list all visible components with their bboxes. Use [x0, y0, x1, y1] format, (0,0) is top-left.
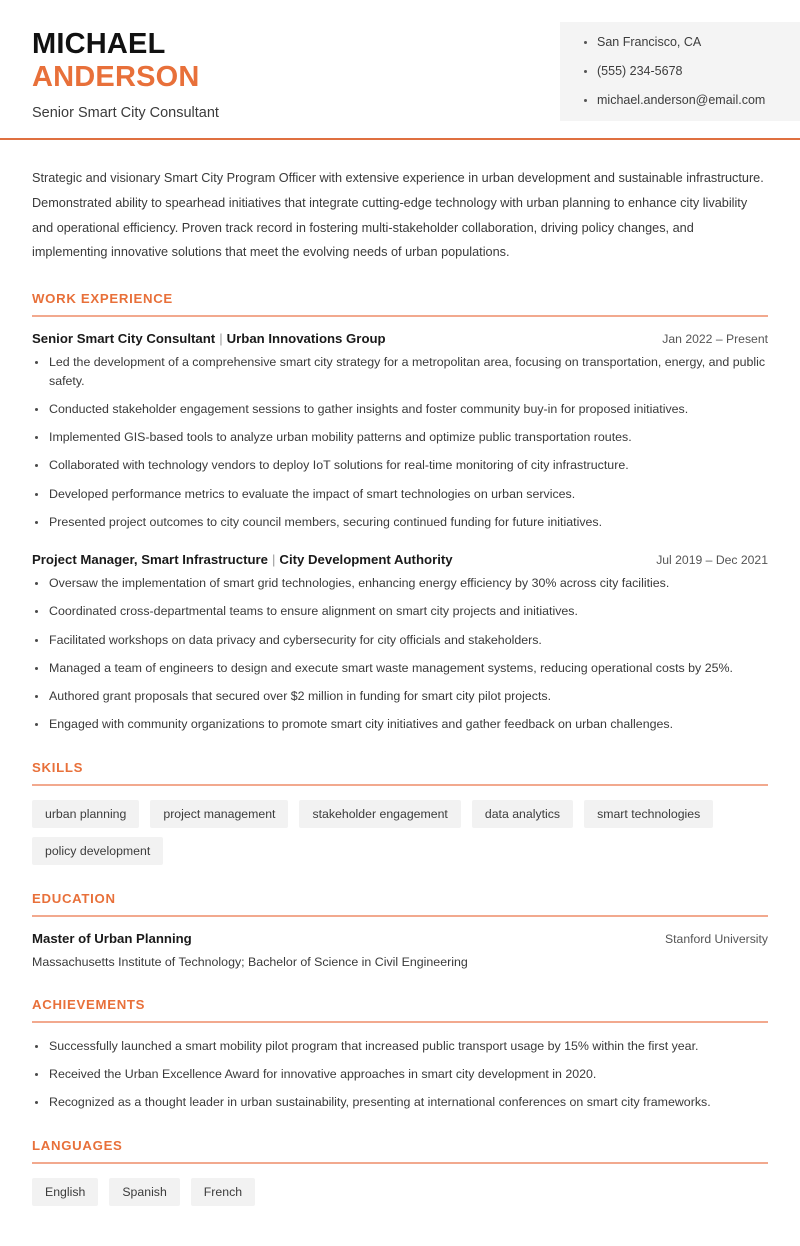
- experience-separator: |: [271, 552, 276, 568]
- experience-entry-header: [32, 552, 768, 567]
- section-work-experience: [32, 291, 768, 734]
- bullet-item: Oversaw the implementation of smart grid technologies, enhancing energy efficiency by 30% across city facilities.: [32, 574, 768, 593]
- section-skills: [32, 760, 768, 865]
- section-rule: [32, 1021, 768, 1023]
- section-education: [32, 891, 768, 971]
- language-chip: English: [32, 1178, 98, 1206]
- section-title-education: EDUCATION: [32, 891, 116, 907]
- education-degree: Master of Urban Planning: [32, 930, 192, 946]
- skill-chip: project management: [150, 800, 288, 828]
- skill-chip: data analytics: [472, 800, 573, 828]
- experience-entry: [32, 552, 768, 734]
- bullet-item: Conducted stakeholder engagement sessions to gather insights and foster community buy-in for proposed initiatives.: [32, 400, 768, 419]
- bullet-item: Collaborated with technology vendors to deploy IoT solutions for real-time monitoring of city infrastructure.: [32, 456, 768, 475]
- skill-chip: stakeholder engagement: [299, 800, 460, 828]
- bullet-item: Engaged with community organizations to promote smart city initiatives and gather feedback on urban challenges.: [32, 715, 768, 734]
- language-chip: Spanish: [109, 1178, 179, 1206]
- skills-chip-list: [32, 800, 768, 865]
- section-rule: [32, 915, 768, 917]
- experience-entry-heading: [32, 331, 386, 346]
- experience-entry-header: [32, 331, 768, 346]
- bullet-item: Implemented GIS-based tools to analyze urban mobility patterns and optimize public transportation routes.: [32, 428, 768, 447]
- experience-company: Urban Innovations Group: [226, 330, 386, 346]
- bullet-item: Managed a team of engineers to design and execute smart waste management systems, reducing operational costs by 25%.: [32, 659, 768, 678]
- experience-dates: Jan 2022 – Present: [662, 331, 768, 346]
- experience-role: Project Manager, Smart Infrastructure: [32, 552, 268, 568]
- contact-phone[interactable]: (555) 234-5678: [584, 65, 800, 79]
- education-entry-header: [32, 931, 768, 946]
- experience-bullets: [32, 353, 768, 533]
- section-title-achievements: ACHIEVEMENTS: [32, 997, 146, 1013]
- bullet-item: Received the Urban Excellence Award for innovative approaches in smart city development in 2020.: [32, 1065, 768, 1084]
- skill-chip: urban planning: [32, 800, 139, 828]
- languages-chip-list: [32, 1178, 768, 1206]
- section-rule: [32, 315, 768, 317]
- skill-chip: smart technologies: [584, 800, 713, 828]
- bullet-item: Authored grant proposals that secured over $2 million in funding for smart city pilot projects.: [32, 687, 768, 706]
- section-title-work-experience: WORK EXPERIENCE: [32, 291, 173, 307]
- bullet-item: Coordinated cross-departmental teams to ensure alignment on smart city projects and initiatives.: [32, 602, 768, 621]
- bullet-item: Led the development of a comprehensive smart city strategy for a metropolitan area, focusing on transportation, energy, and public safety.: [32, 353, 768, 391]
- experience-role: Senior Smart City Consultant: [32, 330, 216, 346]
- bullet-item: Developed performance metrics to evaluate the impact of smart technologies on urban services.: [32, 485, 768, 504]
- education-detail: Massachusetts Institute of Technology; Bachelor of Science in Civil Engineering: [32, 954, 468, 969]
- experience-dates: Jul 2019 – Dec 2021: [656, 553, 768, 568]
- education-school: Stanford University: [665, 931, 768, 946]
- section-title-languages: LANGUAGES: [32, 1138, 123, 1154]
- identity-block: [0, 22, 219, 121]
- experience-company: City Development Authority: [279, 552, 453, 568]
- experience-bullets: [32, 574, 768, 734]
- bullet-item: Recognized as a thought leader in urban sustainability, presenting at international conferences on smart city frameworks.: [32, 1093, 768, 1112]
- name-last: ANDERSON: [32, 61, 200, 94]
- resume-header: [0, 0, 800, 138]
- section-rule: [32, 784, 768, 786]
- contact-location: San Francisco, CA: [584, 36, 800, 50]
- professional-summary: Strategic and visionary Smart City Program Officer with extensive experience in urban development and sustainable infrastructure. Demonstrated ability to spearhead initiatives that integrate cutting-edge technology with urban planning to enhance city livability and operational efficiency. Proven track record in fostering multi-stakeholder collaboration, driving policy changes, and implementing innovative solutions that meet the evolving needs of urban populations.: [32, 171, 764, 260]
- bullet-item: Presented project outcomes to city council members, securing continued funding for future initiatives.: [32, 513, 768, 532]
- header-divider: [0, 138, 800, 140]
- contact-box: [560, 22, 800, 121]
- experience-entry: [32, 331, 768, 533]
- experience-entry-heading: [32, 552, 453, 567]
- contact-list: [584, 36, 800, 107]
- experience-separator: |: [219, 330, 223, 346]
- section-languages: [32, 1138, 768, 1206]
- language-chip: French: [191, 1178, 255, 1206]
- section-rule: [32, 1162, 768, 1164]
- contact-email[interactable]: michael.anderson@email.com: [584, 94, 800, 108]
- section-achievements: [32, 997, 768, 1112]
- name-first: MICHAEL: [32, 28, 166, 60]
- skill-chip: policy development: [32, 837, 163, 865]
- headline-job-title: Senior Smart City Consultant: [32, 105, 219, 122]
- section-title-skills: SKILLS: [32, 760, 84, 776]
- bullet-item: Successfully launched a smart mobility pilot program that increased public transport usage by 15% within the first year.: [32, 1037, 768, 1056]
- bullet-item: Facilitated workshops on data privacy and cybersecurity for city officials and stakeholders.: [32, 631, 768, 650]
- achievements-bullets: [32, 1037, 768, 1113]
